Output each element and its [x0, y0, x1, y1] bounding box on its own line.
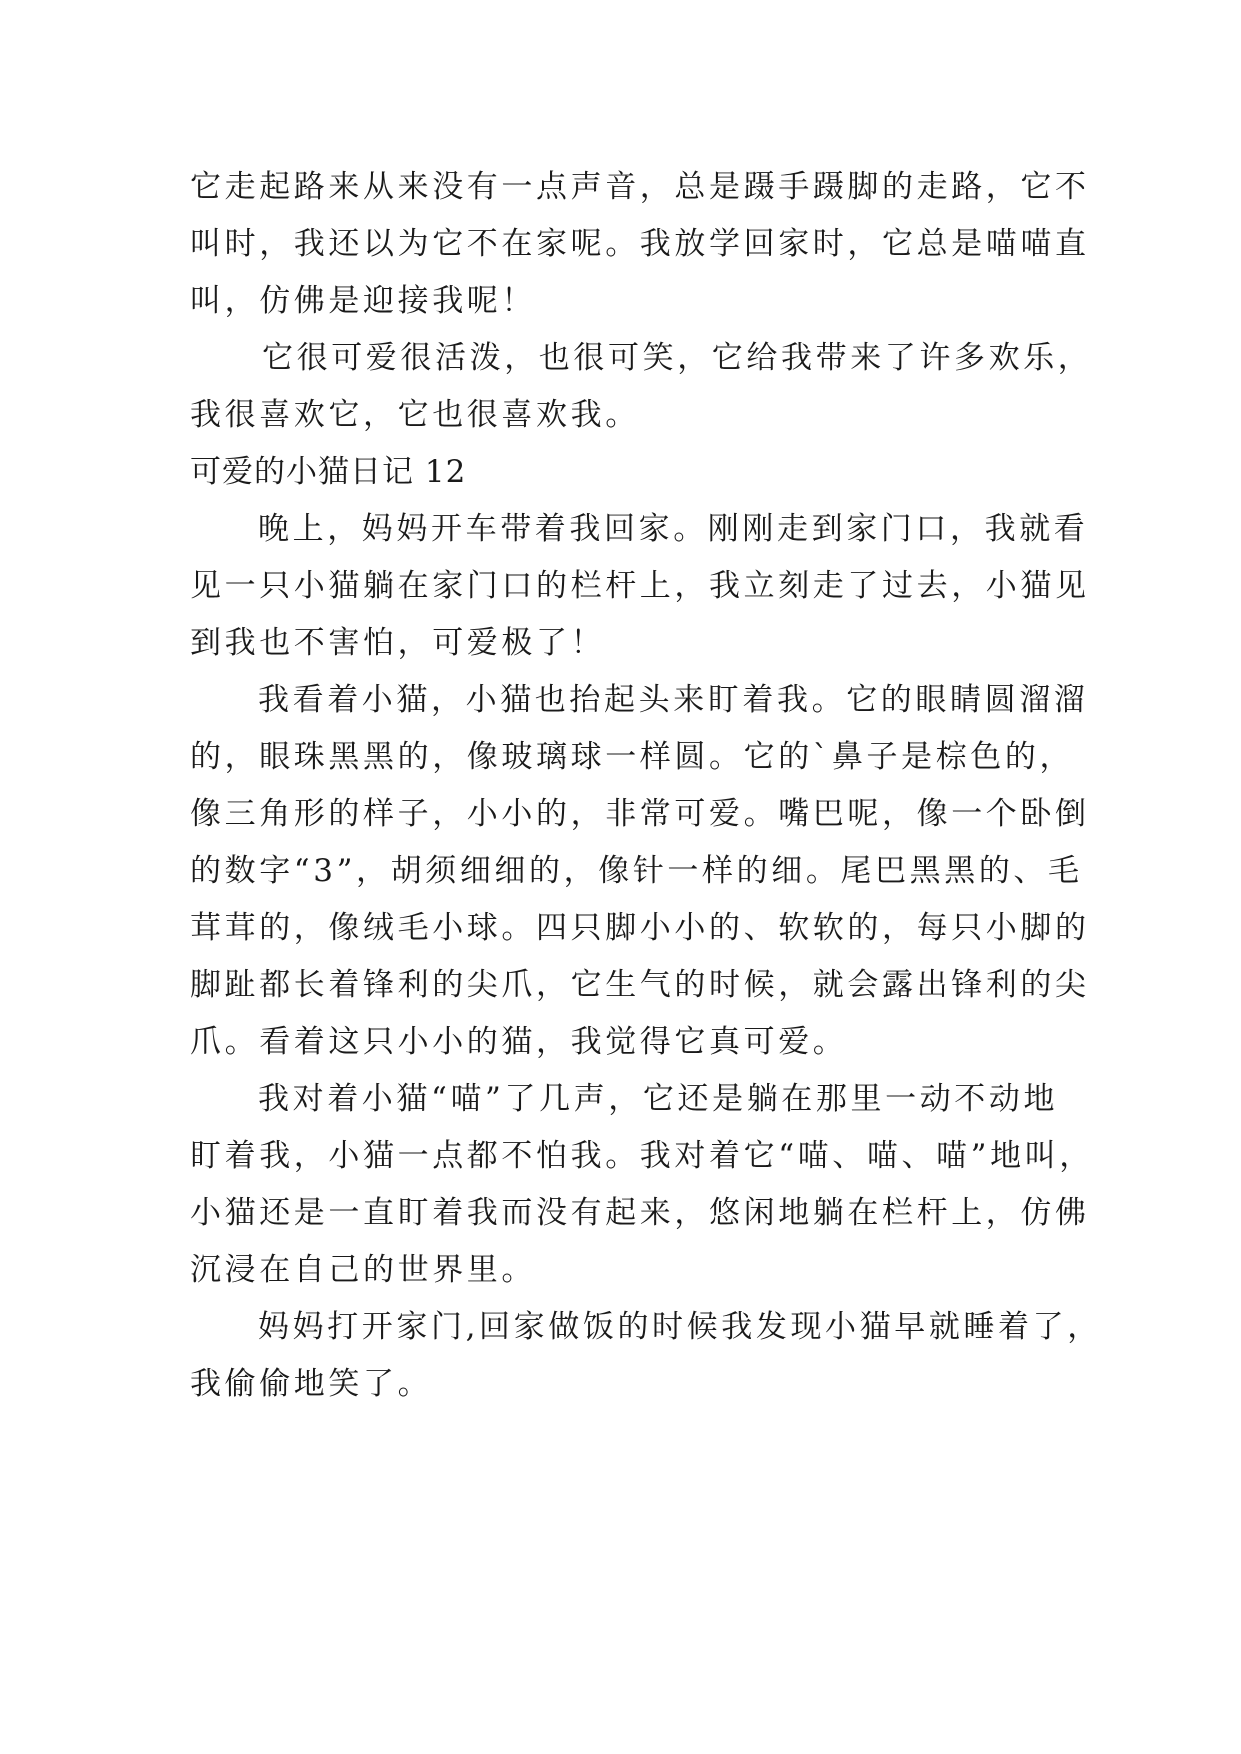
paragraph-line: 的，眼珠黑黑的，像玻璃球一样圆。它的`鼻子是棕色的，: [190, 739, 1075, 775]
paragraph-line: 我偷偷地笑了。: [190, 1366, 433, 1402]
paragraph-line: 盯着我，小猫一点都不怕我。我对着它“喵、喵、喵”地叫，: [190, 1138, 1094, 1174]
paragraph-line: 我很喜欢它，它也很喜欢我。: [190, 397, 640, 433]
paragraph-line: 叫时，我还以为它不在家呢。我放学回家时，它总是喵喵直: [190, 226, 1090, 262]
paragraph-line: 到我也不害怕，可爱极了！: [190, 625, 606, 661]
paragraph-line: 我看着小猫，小猫也抬起头来盯着我。它的眼睛圆溜溜: [258, 682, 1089, 718]
paragraph-line: 它很可爱很活泼，也很可笑，它给我带来了许多欢乐，: [262, 340, 1093, 376]
paragraph-line: 爪。看着这只小小的猫，我觉得它真可爱。: [190, 1024, 848, 1060]
paragraph-line: 晚上，妈妈开车带着我回家。刚刚走到家门口，我就看: [258, 511, 1089, 547]
paragraph-line: 像三角形的样子，小小的，非常可爱。嘴巴呢，像一个卧倒: [190, 796, 1090, 832]
paragraph-line: 它走起路来从来没有一点声音，总是蹑手蹑脚的走路，它不: [190, 169, 1090, 205]
paragraph-line: 茸茸的，像绒毛小球。四只脚小小的、软软的，每只小脚的: [190, 910, 1090, 946]
paragraph-line: 我对着小猫“喵”了几声，它还是躺在那里一动不动地: [258, 1081, 1059, 1117]
paragraph-line: 的数字“3”，胡须细细的，像针一样的细。尾巴黑黑的、毛: [190, 853, 1083, 889]
paragraph-line: 脚趾都长着锋利的尖爪，它生气的时候，就会露出锋利的尖: [190, 967, 1090, 1003]
paragraph-line: 见一只小猫躺在家门口的栏杆上，我立刻走了过去，小猫见: [190, 568, 1090, 604]
section-heading: 可爱的小猫日记 12: [190, 454, 467, 490]
paragraph-line: 叫，仿佛是迎接我呢！: [190, 283, 536, 319]
paragraph-line: 沉浸在自己的世界里。: [190, 1252, 536, 1288]
paragraph-line: 小猫还是一直盯着我而没有起来，悠闲地躺在栏杆上，仿佛: [190, 1195, 1090, 1231]
paragraph-line: 妈妈打开家门,回家做饭的时候我发现小猫早就睡着了，: [258, 1309, 1102, 1345]
